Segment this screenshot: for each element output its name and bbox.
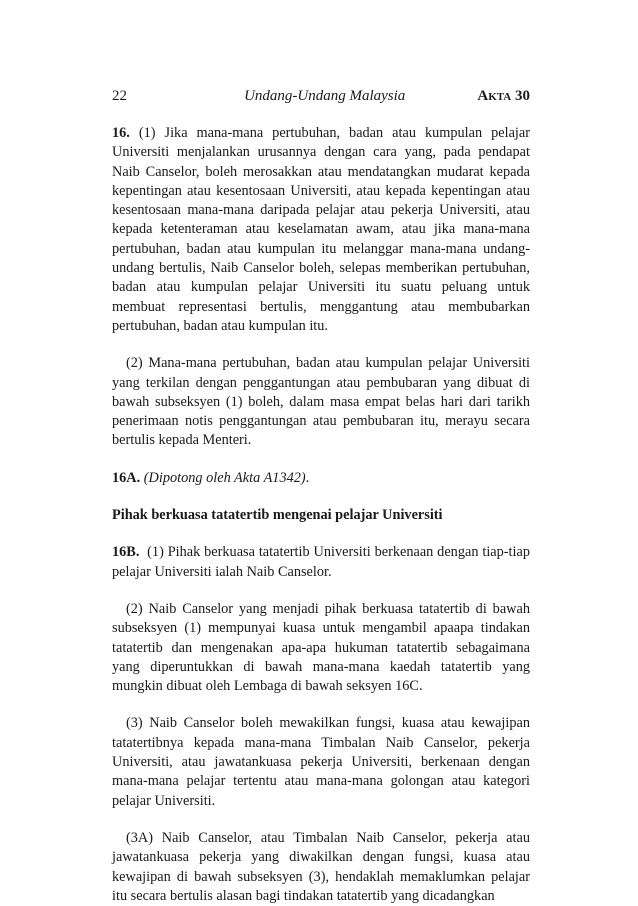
section-16a-number bbox=[112, 470, 140, 486]
section-16b-subsection-3a bbox=[112, 829, 530, 906]
section-16b-letter: B bbox=[126, 544, 136, 561]
section-16a-dot: . bbox=[136, 469, 141, 486]
section-16b-3a-letter: A bbox=[137, 829, 149, 846]
page-header bbox=[112, 88, 530, 110]
section-16b-subsection-1 bbox=[112, 543, 530, 582]
section-heading: Pihak berkuasa tatatertib mengenai pelajar Universiti bbox=[112, 507, 443, 524]
act-prefix: Akta bbox=[477, 88, 512, 104]
section-16a-text: (Dipotong oleh Akta A1342) bbox=[143, 469, 306, 486]
act-number: 30 bbox=[514, 88, 530, 104]
section-16-subsection-2: (2) Mana-mana pertubuhan, badan atau kumpulan pelajar Universiti yang terkilan dengan penggantungan atau pembubaran yang dibuat di bawah subseksyen (1) boleh, dalam masa empat belas hari dari tarikh penerimaan notis penggantungan atau pembubaran itu, merayu secara bertulis kepada Menteri. bbox=[112, 355, 530, 449]
section-16b-text-2-end: . bbox=[418, 678, 423, 695]
section-16b-3a-open: (3 bbox=[126, 829, 138, 846]
section-16b-digits: 16 bbox=[112, 544, 127, 561]
section-16b-text-2: (2) Naib Canselor yang menjadi pihak berkuasa tatatertib di bawah subseksyen (1) mempunyai kuasa untuk mengambil apaapa tindakan tatatertib dan mengenakan apa-apa hukuman tatatertib sebagaimana yang diperuntukkan di bawah mana-mana kaedah tatatertib yang mungkin dibuat oleh Lembaga di bawah seksyen 16 bbox=[112, 600, 530, 695]
section-16-subsection-1 bbox=[112, 124, 530, 336]
section-16a-letter: A bbox=[126, 469, 137, 486]
running-title: Undang-Undang Malaysia bbox=[244, 88, 406, 104]
section-16b-text-3a: ) Naib Canselor, atau Timbalan Naib Canselor, pekerja atau jawatankuasa pekerja yang diwakilkan dengan fungsi, kuasa atau kewajipan di bawah subseksyen (3), hendaklah memaklumkan pelajar itu secara bertulis alasan bagi tindakan tatatertib yang dicadangkan bbox=[112, 829, 530, 904]
section-16b-number bbox=[112, 544, 139, 560]
section-16b-text-1: (1) Pihak berkuasa tatatertib Universiti berkenaan dengan tiap-tiap pelajar Universiti ialah Naib Canselor. bbox=[112, 544, 530, 580]
act-label bbox=[477, 88, 530, 105]
section-16-number: 16. bbox=[112, 125, 130, 141]
section-16a bbox=[112, 469, 530, 488]
section-16a-digits: 16 bbox=[112, 469, 127, 486]
section-16b-subsection-3: (3) Naib Canselor boleh mewakilkan fungsi, kuasa atau kewajipan tatatertibnya kepada mana-mana Timbalan Naib Canselor, pekerja Universiti, atau jawatankuasa pekerja Universiti, berkenaan dengan mana-mana pelajar tertentu atau mana-mana golongan atau kategori pelajar Universiti. bbox=[112, 715, 530, 809]
section-16a-end: . bbox=[305, 469, 310, 486]
document-page bbox=[112, 88, 530, 906]
section-16b-ref-letter: C bbox=[409, 678, 419, 695]
section-16-text-1: (1) Jika mana-mana pertubuhan, badan atau kumpulan pelajar Universiti menjalankan urusannya dengan cara yang, pada pendapat Naib Canselor, boleh merosakkan atau mendatangkan mudarat kepada kepentingan atau kesentosaan Universiti, atau kepada kepentingan atau kesentosaan mana-mana daripada pelajar atau pekerja Universiti, atau kepada ketenteraman atau keselamatan awam, atau jika mana-mana pertubuhan, badan atau kumpulan itu melanggar mana-mana undang-undang bertulis, Naib Canselor boleh, selepas memberikan pertubuhan, badan atau kumpulan pelajar Universiti itu suatu peluang untuk membuat representasi bertulis, menggantung atau membubarkan pertubuhan, badan atau kumpulan itu. bbox=[112, 125, 530, 334]
section-16b-dot: . bbox=[135, 544, 140, 561]
section-16b-subsection-2 bbox=[112, 600, 530, 696]
page-number: 22 bbox=[112, 88, 127, 104]
